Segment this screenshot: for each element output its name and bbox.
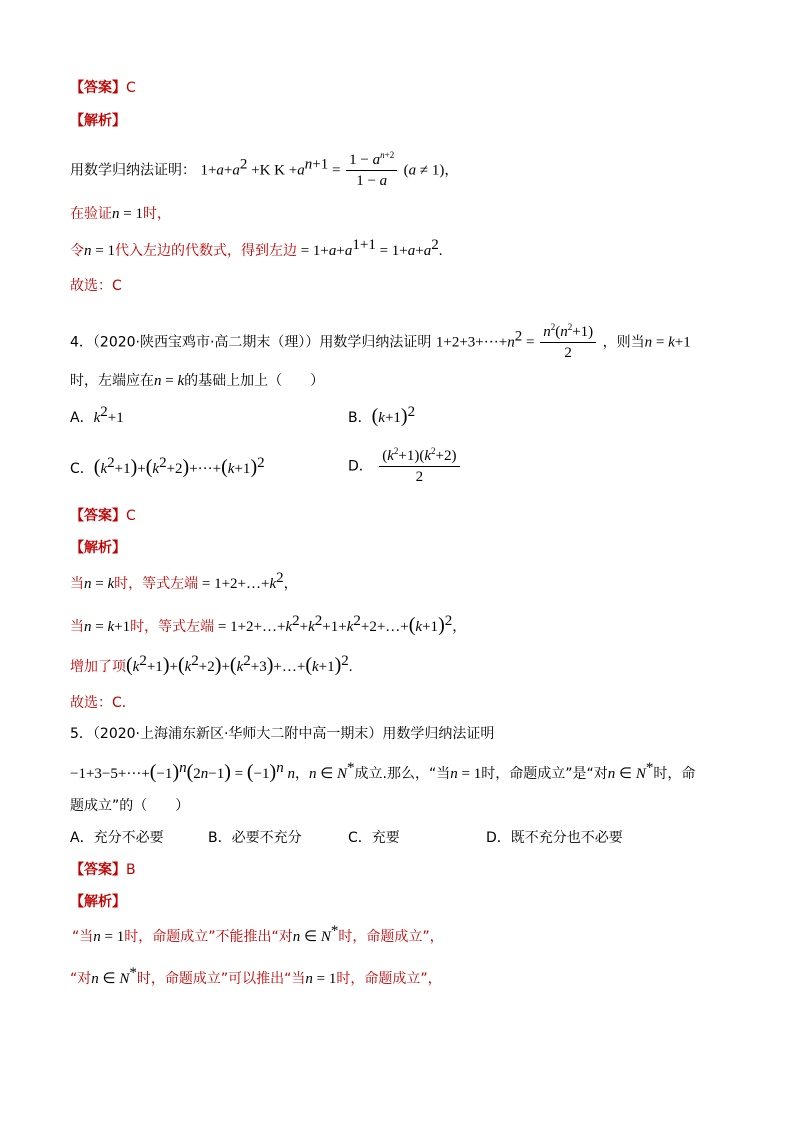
verify-prefix: 在验证 [70, 206, 112, 222]
analysis-tag: 【解析】 [70, 113, 126, 129]
q4-stem-line2-text: 时，左端应在 [70, 373, 154, 389]
q3-proof-line: 用数学归纳法证明： $1+a+a^2 +K$ $K +a^{n+1}$ = $\frac{1 - a^{n+2}}{1 - a}$ (a ≠ 1)， [70, 150, 459, 189]
q5-option-d [486, 828, 623, 848]
q5-option-a [70, 828, 164, 848]
q4-option-d [348, 446, 462, 487]
analysis-part: 时，命题成立”， [336, 971, 442, 987]
q5-stem-mid: 成立.那么，“当 [354, 766, 451, 782]
q5-stem-line3 [70, 796, 189, 816]
answer-tag: 【答案】 [70, 862, 126, 878]
answer-value: B [126, 862, 136, 878]
option-label: D． [348, 458, 373, 475]
q4-stem-line2-end: 的基础上加上（ ） [184, 373, 325, 389]
q4-answer [70, 506, 136, 526]
analysis-part: 时，命题成立”， [338, 929, 444, 945]
q4-stem-line2: 时，左端应在n = k的基础上加上（ ） [70, 373, 325, 389]
q5-stem-end: 时，命 [653, 766, 696, 782]
analysis-tag: 【解析】 [70, 894, 126, 910]
subst-mid: 代入左边的代数式，得到左边 [114, 243, 297, 259]
answer-value: C [126, 80, 136, 96]
q5-stem-mid2: 时，命题成立”是“对 [481, 766, 608, 782]
option-label: A． [70, 410, 94, 426]
option-text: B．必要不充分 [208, 830, 302, 846]
option-label: C． [70, 461, 94, 477]
q4-stem-head: 4．（2020·陕西宝鸡市·高二期末（理））用数学归纳法证明 [70, 334, 432, 351]
q3-analysis-tag [70, 111, 126, 131]
q4-stem-line1: 4．（2020·陕西宝鸡市·高二期末（理））用数学归纳法证明 $1+2+3+\cdot\cdot\cdot+n^2$ = $\frac{n^2(n^2+1)}{2}$ ，则当n = k+1 [70, 322, 691, 361]
choose-text: 故选：C． [70, 695, 136, 711]
q5-analysis-line2: “对n ∈ N*时，命题成立”可以推出“当n = 1时，命题成立”， [70, 965, 442, 987]
analysis-part: 时，命题成立”不能推出“对 [124, 929, 293, 945]
formula-fraction: $\frac{1 - a^{n+2}}{1 - a}$ [346, 150, 397, 191]
verify-suffix: 时， [142, 206, 171, 222]
answer-tag: 【答案】 [70, 80, 126, 96]
q4-option-a: A．$k^2+1$ [70, 404, 124, 426]
q5-option-c [348, 828, 400, 848]
option-text: C．充要 [348, 830, 400, 846]
added-text: 增加了项 [70, 659, 126, 675]
q4-stem-then: ，则当 [602, 334, 645, 351]
q3-answer [70, 78, 136, 98]
q3-subst-line: 令n = 1代入左边的代数式，得到左边 = $1+a+a^{1+1} = 1+a+a^2$. [70, 237, 443, 259]
q3-verify-line: 在验证n = 1时， [70, 206, 171, 222]
analysis-part: 时，命题成立”可以推出“当 [136, 971, 306, 987]
option-d-fraction: $\frac{(k^2+1)(k^2+2)}{2}$ [379, 446, 459, 487]
option-label: B． [348, 410, 372, 426]
subst-prefix: 令 [70, 243, 84, 259]
q4-analysis-line1: 当n = k时，等式左端 = $1+2+\dots+k^2$， [70, 570, 298, 592]
analysis-tag: 【解析】 [70, 540, 126, 556]
choose-text: 故选：C [70, 278, 122, 294]
q5-stem-line2: $-1+3-5+\cdot\cdot\cdot+(-1)^n(2n-1) = (-1)^n$ n，n ∈ N*成立.那么，“当n = 1时，命题成立”是“对n ∈ N*时，命 [70, 760, 696, 783]
q5-stem-line1 [70, 724, 494, 744]
q4-analysis-line3: 增加了项$(k^2+1)+(k^2+2)+(k^2+3)+\dots+(k+1)^2$. [70, 653, 353, 676]
q5-stem-line3-text: 题成立”的（ ） [70, 798, 190, 814]
answer-tag: 【答案】 [70, 508, 126, 524]
q4-option-c: C．$(k^2+1)+(k^2+2)+\cdot\cdot\cdot+(k+1)^2$ [70, 455, 265, 478]
q5-stem-head: 5．（2020·上海浦东新区·华师大二附中高一期末）用数学归纳法证明 [70, 726, 495, 742]
q4-analysis-tag [70, 538, 126, 558]
q4-option-b: B．$(k+1)^2$ [348, 404, 416, 427]
when-text: 当 [70, 576, 84, 592]
q5-option-b [208, 828, 302, 848]
answer-value: C [126, 508, 136, 524]
when-mid: 时，等式左端 [130, 619, 215, 635]
when-mid: 时，等式左端 [114, 576, 199, 592]
analysis-part: “对 [70, 971, 92, 987]
when-text: 当 [70, 619, 84, 635]
q4-analysis-line2: 当n = k+1时，等式左端 = $1+2+\dots+k^2+k^2+1+k^2+2+\dots+(k+1)^2$， [70, 613, 467, 636]
q5-analysis-tag [70, 892, 126, 912]
proof-prefix: 用数学归纳法证明： [70, 162, 196, 179]
analysis-part: “当 [72, 929, 94, 945]
q4-fraction: $\frac{n^2(n^2+1)}{2}$ [540, 322, 596, 363]
option-text: A．充分不必要 [70, 830, 164, 846]
q4-choose [70, 693, 136, 713]
option-text: D．既不充分也不必要 [486, 830, 623, 846]
q5-answer [70, 860, 136, 880]
q3-choose [70, 276, 122, 296]
q5-analysis-line1: “当n = 1时，命题成立”不能推出“对n ∈ N*时，命题成立”， [72, 923, 444, 945]
